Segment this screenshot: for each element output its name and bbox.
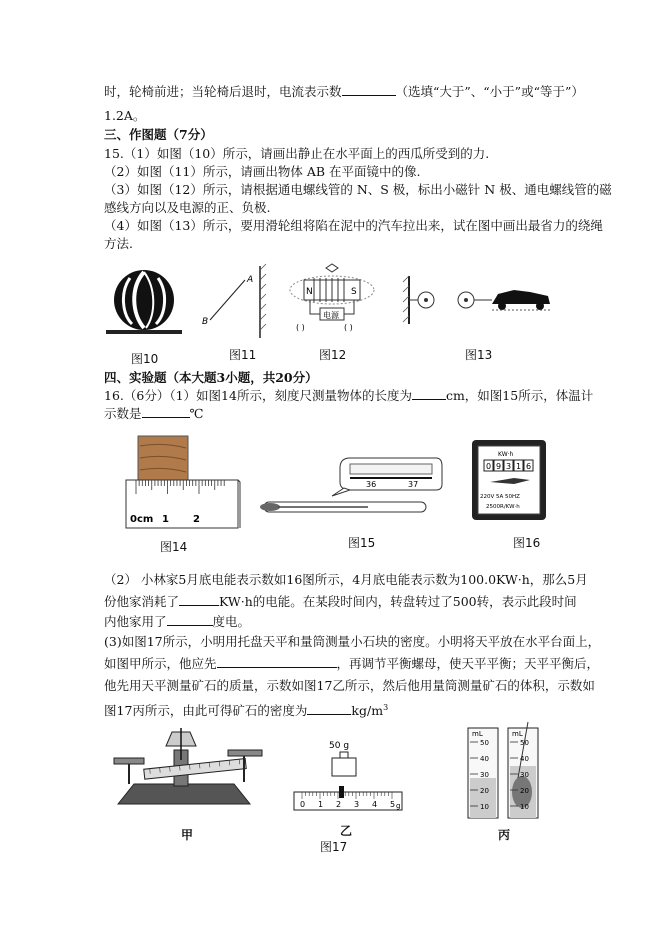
mirror-figure (202, 264, 266, 338)
text-line (104, 700, 388, 719)
caption-fig13: 图13 (465, 348, 493, 362)
figure-17 (104, 720, 564, 824)
figures-14-16 (118, 432, 558, 532)
cylinder-label: 40 (520, 755, 529, 763)
thermometer-figure (260, 458, 442, 512)
text-line (104, 108, 145, 124)
text-line (104, 388, 593, 404)
meter-digit: 0 (486, 462, 492, 471)
answer-blank[interactable] (142, 406, 190, 418)
scale-label: 2 (336, 800, 342, 809)
cylinder-label: 20 (520, 787, 529, 795)
text-line (104, 594, 577, 610)
cylinder-empty (468, 728, 498, 818)
solenoid-figure (290, 264, 374, 332)
text: 1.2A。 (104, 108, 146, 123)
text: 四、实验题（本大题3小题，共20分） (104, 370, 318, 385)
label-a: A (247, 275, 254, 285)
text-line (104, 164, 421, 180)
answer-blank[interactable] (167, 614, 213, 626)
meter-unit: KW·h (498, 451, 514, 458)
text: ℃ (189, 406, 204, 421)
electric-meter-figure (472, 440, 546, 520)
ruler-label-1: 1 (162, 514, 169, 525)
text: 三、作图题（7分） (104, 127, 213, 142)
superscript: 3 (383, 703, 389, 712)
scale-label: 5 (390, 800, 396, 809)
text: 度电。 (212, 614, 251, 629)
text-line (104, 200, 270, 216)
answer-blank[interactable] (179, 594, 219, 606)
text: cm，如图15所示，体温计 (445, 388, 594, 403)
label-s: S (351, 287, 357, 297)
cyl1-unit: mL (472, 730, 483, 738)
text: 示数是 (104, 406, 142, 421)
text: （2） 小林家5月底电能表示数如16图所示，4月底电能表示数为100.0KW·h，那么5月 (104, 572, 588, 587)
caption-bing: 丙 (498, 828, 511, 842)
cylinder-label: 10 (480, 803, 489, 811)
text-line (104, 634, 600, 650)
meter-digit: 3 (506, 462, 512, 471)
text: 感线方向以及电源的正、负极. (104, 200, 271, 215)
text: ，再调节平衡螺母，使天平平衡；天平平衡后， (336, 656, 600, 671)
thermo-36: 36 (366, 480, 377, 489)
text-line (104, 236, 133, 252)
meter-digit: 6 (526, 462, 532, 471)
text-line (104, 182, 612, 198)
weight-label: 50 g (329, 741, 350, 751)
caption-yi: 乙 (340, 824, 353, 838)
text: 16.（6分）（1）如图14所示，刻度尺测量物体的长度为 (104, 388, 412, 403)
caption-fig17: 图17 (320, 840, 348, 854)
polarity-left: ( ) (296, 323, 305, 332)
caption-jia: 甲 (181, 828, 194, 842)
caption-fig15: 图15 (348, 536, 376, 550)
text: 他先用天平测量矿石的质量，示数如图17乙所示，然后他用量筒测量矿石的体积，示数如 (104, 678, 595, 693)
text: （选填“大于”、“小于”或“等于”） (395, 84, 584, 99)
text: 时，轮椅前进；当轮椅后退时，电流表示数 (104, 84, 342, 99)
text-line (104, 218, 603, 234)
caption-fig10: 图10 (131, 352, 159, 366)
text-line (104, 614, 250, 630)
pulley-car-figure (403, 276, 552, 324)
text: 内他家用了 (104, 614, 167, 629)
text: （3）如图（12）所示，请根据通电螺线管的 N、S 极，标出小磁针 N 极、通电螺线管的磁 (104, 182, 612, 197)
scale-label: 4 (372, 800, 378, 809)
section-title (104, 370, 318, 386)
cylinder-label: 50 (520, 739, 529, 747)
text-line (104, 656, 599, 672)
text: kg/m (351, 703, 384, 719)
scale-label: 3 (354, 800, 360, 809)
text: 图17丙所示，由此可得矿石的密度为 (104, 703, 308, 719)
label-b: B (202, 317, 209, 327)
caption-fig14: 图14 (160, 540, 188, 554)
thermo-37: 37 (408, 480, 419, 489)
balance-figure (114, 728, 262, 804)
cylinder-label: 30 (520, 771, 529, 779)
label-power: 电源 (323, 311, 339, 320)
text-line (104, 406, 204, 422)
scale-label: 1 (318, 800, 324, 809)
label-n: N (306, 287, 313, 297)
cyl2-unit: mL (512, 730, 523, 738)
answer-blank[interactable] (217, 656, 337, 668)
polarity-right: ( ) (344, 323, 353, 332)
text: （2）如图（11）所示，请画出物体 AB 在平面镜中的像. (104, 164, 421, 179)
cylinder-label: 10 (520, 803, 529, 811)
cylinder-label: 30 (480, 771, 489, 779)
text: 方法. (104, 236, 133, 251)
cylinders-figure (468, 722, 538, 818)
text: （4）如图（13）所示，要用滑轮组将陷在泥中的汽车拉出来，试在图中画出最省力的绕绳 (104, 218, 603, 233)
ruler-label-0: 0cm (130, 514, 154, 525)
text: 如图甲所示，他应先 (104, 656, 217, 671)
meter-digit: 1 (516, 462, 522, 471)
caption-fig12: 图12 (319, 348, 347, 362)
ruler-figure (126, 436, 240, 528)
text: 15.（1）如图（10）所示，请画出静止在水平面上的西瓜所受到的力. (104, 146, 490, 161)
cylinder-label: 20 (480, 787, 489, 795)
meter-rate: 2500R/KW·h (486, 504, 520, 510)
text-line (104, 84, 584, 100)
answer-blank[interactable] (342, 84, 396, 96)
caption-fig11: 图11 (229, 348, 257, 362)
watermelon-figure (106, 270, 182, 334)
figures-10-13 (100, 258, 560, 344)
section-title (104, 127, 213, 143)
text: (3)如图17所示，小明用托盘天平和量筒测量小石块的密度。小明将天平放在水平台面上， (104, 634, 601, 649)
cylinder-label: 50 (480, 739, 489, 747)
text-line (104, 678, 595, 694)
scale-unit: g (396, 802, 401, 810)
scale-label: 0 (300, 800, 306, 809)
text: 份他家消耗了 (104, 594, 180, 609)
meter-digit: 9 (496, 462, 502, 471)
text-line (104, 572, 588, 588)
ruler-label-2: 2 (193, 514, 200, 525)
answer-blank[interactable] (307, 703, 351, 715)
cylinder-label: 40 (480, 755, 489, 763)
weight-scale-figure (294, 741, 402, 810)
meter-spec: 220V 5A 50HZ (480, 494, 520, 500)
text-line (104, 146, 489, 162)
answer-blank[interactable] (412, 388, 446, 400)
text: KW·h的电能。在某段时间内，转盘转过了500转，表示此段时间 (219, 594, 577, 609)
caption-fig16: 图16 (513, 536, 541, 550)
cylinder-with-stone (508, 722, 538, 818)
